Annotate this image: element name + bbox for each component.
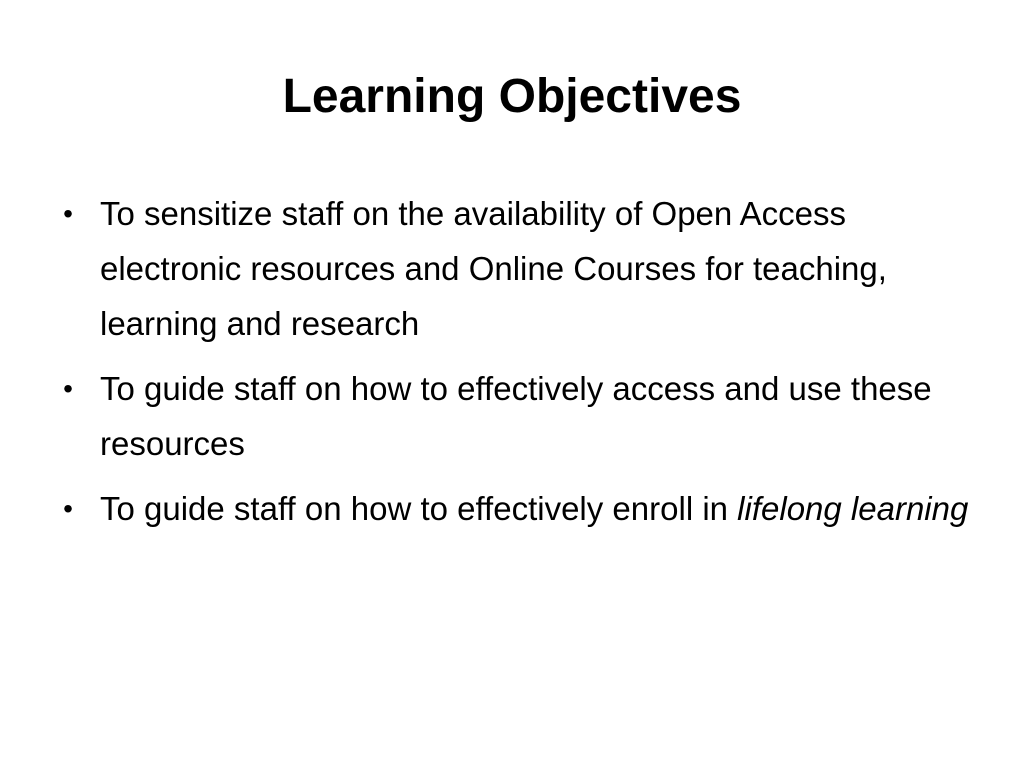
bullet-item-3: [58, 481, 978, 536]
bullet-list: [58, 186, 978, 546]
bullet-icon: •: [63, 493, 73, 524]
bullet-text: To guide staff on how to effectively enroll in: [100, 490, 738, 527]
slide-title: Learning Objectives: [282, 70, 742, 123]
bullet-item-2: [58, 361, 978, 471]
bullet-item-1: [58, 186, 978, 351]
bullet-text: To sensitize staff on the availability of Open Access electronic resources and Online Courses for teaching, learning and research: [100, 195, 887, 342]
bullet-emphasis: lifelong learning: [737, 490, 969, 527]
bullet-text: To guide staff on how to effectively access and use these resources: [100, 370, 932, 462]
bullet-icon: •: [63, 198, 73, 229]
bullet-icon: •: [63, 373, 73, 404]
